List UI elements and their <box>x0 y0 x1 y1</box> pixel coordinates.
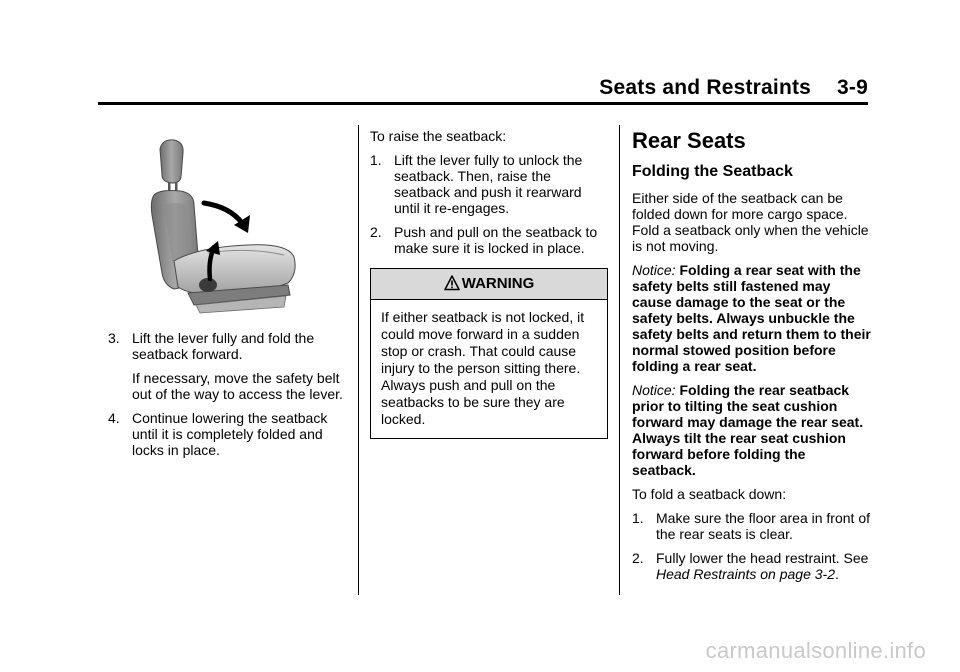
subsection-heading: Folding the Seatback <box>632 163 793 180</box>
cross-reference-link[interactable]: Head Restraints on page 3-2 <box>656 566 835 582</box>
notice-2-label: Notice: <box>632 382 676 398</box>
step-4 <box>108 410 348 458</box>
page-header <box>599 76 868 100</box>
middle-column <box>370 128 608 439</box>
seat-fold-illustration <box>138 135 308 317</box>
left-column <box>108 330 348 466</box>
notice-1-label: Notice: <box>632 262 676 278</box>
step-3-note: If necessary, move the safety belt out of the way to access the lever. <box>132 370 343 402</box>
warning-body: If either seatback is not locked, it could move forward in a sudden stop or crash. That could cause injury to the person sitting there. Always push and pull on the seatbacks to be sure they are locked. <box>381 309 585 427</box>
watermark: carmanualsonline.info <box>705 638 926 663</box>
warning-header <box>371 269 607 300</box>
warning-title: WARNING <box>461 275 535 292</box>
step-3-text: Lift the lever fully and fold the seatback forward. <box>132 330 315 362</box>
fold-step-2 <box>632 550 872 582</box>
step-4-text: Continue lowering the seatback until it is completely folded and locks in place. <box>132 410 328 458</box>
fold-intro: To fold a seatback down: <box>632 486 787 502</box>
section-heading: Rear Seats <box>632 128 746 153</box>
section-title: Seats and Restraints <box>599 76 812 99</box>
page-number: 3-9 <box>837 76 868 99</box>
right-column <box>632 128 872 590</box>
raise-step-1-text: Lift the lever fully to unlock the seatback. Then, raise the seatback and push it rearward until it re-engages. <box>394 152 583 216</box>
header-rule <box>98 102 868 105</box>
step-3-number: 3. <box>108 330 120 346</box>
raise-intro: To raise the seatback: <box>370 128 507 144</box>
notice-2 <box>632 382 872 478</box>
raise-step-2-text: Push and pull on the seatback to make sure it is locked in place. <box>394 224 598 256</box>
intro-paragraph: Either side of the seatback can be folded down for more cargo space. Fold a seatback only when the vehicle is not moving. <box>632 190 869 254</box>
fold-step-2-end: . <box>835 566 839 582</box>
warning-box <box>370 268 608 439</box>
fold-step-1 <box>632 510 872 542</box>
raise-step-2 <box>370 224 608 256</box>
raise-step-2-number: 2. <box>370 224 382 240</box>
raise-step-1-number: 1. <box>370 152 382 168</box>
column-divider-1 <box>358 125 359 595</box>
step-4-number: 4. <box>108 410 120 426</box>
fold-step-1-text: Make sure the floor area in front of the rear seats is clear. <box>656 510 870 542</box>
notice-1-text: Folding a rear seat with the safety belts still fastened may cause damage to the seat or the safety belts. Always unbuckle the safety belts and return them to their normal stowed position before folding a rear seat. <box>632 262 871 374</box>
notice-2-text: Folding the rear seatback prior to tilting the seat cushion forward may damage the rear seat. Always tilt the rear seat cushion forward before folding the seatback. <box>632 382 864 478</box>
warning-triangle-icon <box>444 275 460 291</box>
fold-step-1-number: 1. <box>632 510 644 526</box>
notice-1 <box>632 262 872 374</box>
fold-step-2-number: 2. <box>632 550 644 566</box>
raise-step-1 <box>370 152 608 216</box>
fold-step-2-text: Fully lower the head restraint. See <box>656 550 869 566</box>
step-3 <box>108 330 348 362</box>
column-divider-2 <box>619 125 620 595</box>
